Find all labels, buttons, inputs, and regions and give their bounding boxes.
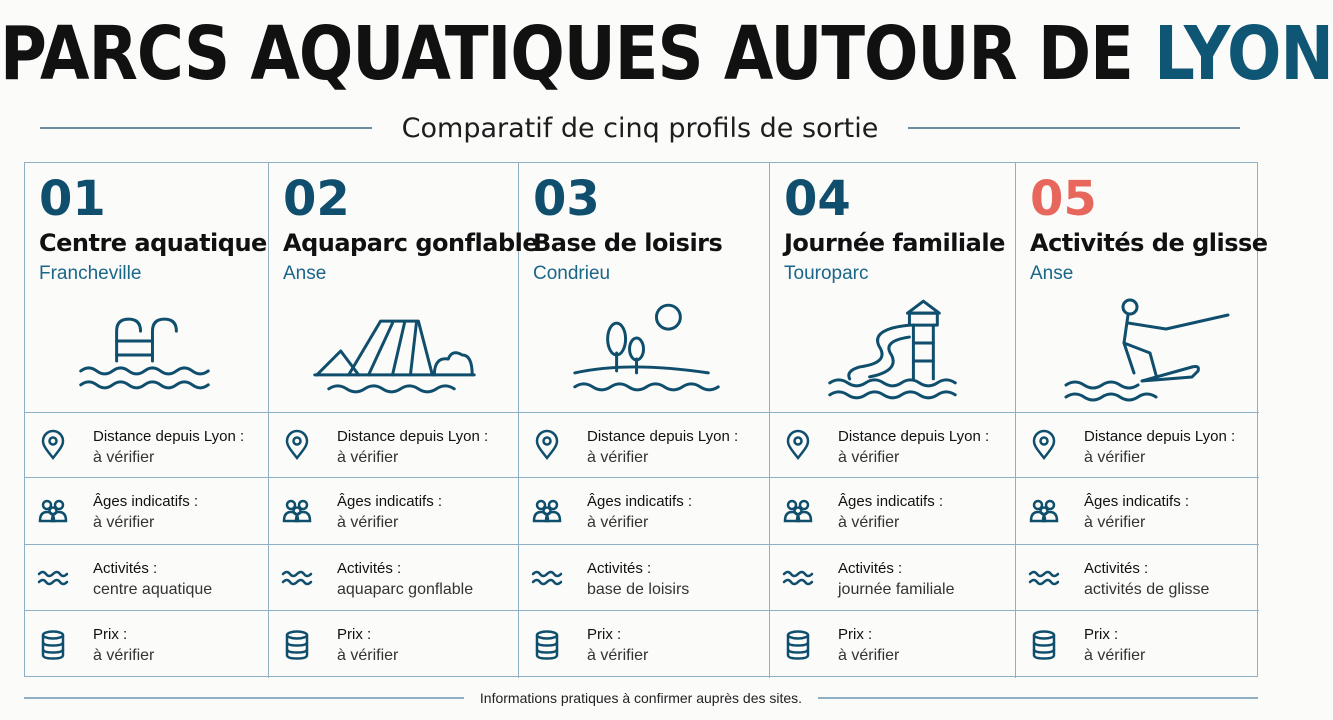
price-label: Prix : xyxy=(838,626,873,643)
page-title xyxy=(0,3,1333,107)
price-label: Prix : xyxy=(337,626,372,643)
comparison-table xyxy=(24,162,1268,677)
lake-trees-icon xyxy=(519,291,769,411)
ages-value: à vérifier xyxy=(337,514,399,531)
distance-cell-01 xyxy=(25,413,269,478)
people-icon xyxy=(37,495,69,527)
people-icon xyxy=(1028,495,1060,527)
coin-stack-icon xyxy=(531,629,563,661)
price-label: Prix : xyxy=(1084,626,1119,643)
profile-name: Aquaparc gonflable xyxy=(283,229,539,257)
activities-cell-01 xyxy=(25,545,269,611)
profile-number: 05 xyxy=(1030,171,1097,227)
waves-icon xyxy=(531,562,563,594)
activities-value: journée familiale xyxy=(838,581,955,598)
location-pin-icon xyxy=(37,429,69,461)
distance-cell-03 xyxy=(519,413,770,478)
profile-number: 04 xyxy=(784,171,851,227)
profile-header-01 xyxy=(25,163,269,413)
price-value: à vérifier xyxy=(838,647,900,664)
distance-value: à vérifier xyxy=(1084,449,1146,466)
distance-label: Distance depuis Lyon : xyxy=(1084,428,1236,445)
price-label: Prix : xyxy=(587,626,622,643)
profile-header-05 xyxy=(1016,163,1268,413)
coin-stack-icon xyxy=(1028,629,1060,661)
waves-icon xyxy=(782,562,814,594)
activities-cell-05 xyxy=(1016,545,1259,611)
price-value: à vérifier xyxy=(587,647,649,664)
profile-name: Journée familiale xyxy=(784,229,1005,257)
ages-cell-01 xyxy=(25,478,269,545)
coin-stack-icon xyxy=(281,629,313,661)
price-cell-03 xyxy=(519,611,770,678)
profile-header-02 xyxy=(269,163,539,413)
people-icon xyxy=(281,495,313,527)
wakeboard-icon xyxy=(1016,291,1259,411)
subtitle-row xyxy=(40,108,1240,148)
footer-divider-left xyxy=(24,697,464,699)
activities-label: Activités : xyxy=(93,560,158,577)
people-icon xyxy=(782,495,814,527)
profile-location: Francheville xyxy=(39,263,142,284)
profile-header-03 xyxy=(519,163,770,413)
divider-right xyxy=(908,127,1240,129)
activities-value: aquaparc gonflable xyxy=(337,581,474,598)
price-value: à vérifier xyxy=(337,647,399,664)
activities-cell-03 xyxy=(519,545,770,611)
inflatable-park-icon xyxy=(269,291,518,411)
ages-cell-05 xyxy=(1016,478,1259,545)
ages-cell-04 xyxy=(770,478,1016,545)
people-icon xyxy=(531,495,563,527)
coin-stack-icon xyxy=(782,629,814,661)
distance-label: Distance depuis Lyon : xyxy=(587,428,739,445)
profile-name: Centre aquatique xyxy=(39,229,267,257)
footer-divider-right xyxy=(818,697,1258,699)
price-value: à vérifier xyxy=(93,647,155,664)
profile-location: Touroparc xyxy=(784,263,869,284)
activities-value: base de loisirs xyxy=(587,581,690,598)
ages-value: à vérifier xyxy=(587,514,649,531)
ages-value: à vérifier xyxy=(838,514,900,531)
location-pin-icon xyxy=(1028,429,1060,461)
profile-location: Condrieu xyxy=(533,263,611,284)
divider-left xyxy=(40,127,372,129)
price-cell-05 xyxy=(1016,611,1259,678)
activities-label: Activités : xyxy=(838,560,903,577)
ages-label: Âges indicatifs : xyxy=(337,493,443,510)
price-value: à vérifier xyxy=(1084,647,1146,664)
activities-label: Activités : xyxy=(587,560,652,577)
distance-value: à vérifier xyxy=(838,449,900,466)
profile-name: Base de loisirs xyxy=(533,229,723,257)
location-pin-icon xyxy=(531,429,563,461)
ages-cell-02 xyxy=(269,478,519,545)
profile-number: 02 xyxy=(283,171,350,227)
distance-label: Distance depuis Lyon : xyxy=(93,428,245,445)
title-accent: LYON xyxy=(1154,12,1333,98)
distance-label: Distance depuis Lyon : xyxy=(838,428,990,445)
ages-value: à vérifier xyxy=(1084,514,1146,531)
waves-icon xyxy=(37,562,69,594)
profile-header-04 xyxy=(770,163,1016,413)
ages-label: Âges indicatifs : xyxy=(93,493,199,510)
activities-label: Activités : xyxy=(1084,560,1149,577)
ages-label: Âges indicatifs : xyxy=(587,493,693,510)
distance-cell-02 xyxy=(269,413,519,478)
activities-cell-02 xyxy=(269,545,519,611)
profile-name: Activités de glisse xyxy=(1030,229,1268,257)
coin-stack-icon xyxy=(37,629,69,661)
activities-value: centre aquatique xyxy=(93,581,213,598)
ages-cell-03 xyxy=(519,478,770,545)
ages-label: Âges indicatifs : xyxy=(838,493,944,510)
subtitle: Comparatif de cinq profils de sortie xyxy=(401,112,879,144)
water-slide-tower-icon xyxy=(770,291,1015,411)
location-pin-icon xyxy=(782,429,814,461)
distance-value: à vérifier xyxy=(93,449,155,466)
pool-ladder-icon xyxy=(25,291,268,411)
footer-row xyxy=(24,686,1258,710)
distance-value: à vérifier xyxy=(587,449,649,466)
location-pin-icon xyxy=(281,429,313,461)
distance-cell-05 xyxy=(1016,413,1259,478)
distance-value: à vérifier xyxy=(337,449,399,466)
waves-icon xyxy=(1028,562,1060,594)
distance-label: Distance depuis Lyon : xyxy=(337,428,489,445)
price-cell-02 xyxy=(269,611,519,678)
profile-number: 01 xyxy=(39,171,106,227)
profile-number: 03 xyxy=(533,171,600,227)
waves-icon xyxy=(281,562,313,594)
distance-cell-04 xyxy=(770,413,1016,478)
profile-location: Anse xyxy=(283,263,327,284)
price-cell-01 xyxy=(25,611,269,678)
price-label: Prix : xyxy=(93,626,128,643)
activities-cell-04 xyxy=(770,545,1016,611)
footer-note: Informations pratiques à confirmer auprès des sites. xyxy=(479,690,803,706)
activities-value: activités de glisse xyxy=(1084,581,1210,598)
title-main: PARCS AQUATIQUES AUTOUR DE xyxy=(0,12,1133,98)
activities-label: Activités : xyxy=(337,560,402,577)
profile-location: Anse xyxy=(1030,263,1074,284)
price-cell-04 xyxy=(770,611,1016,678)
ages-value: à vérifier xyxy=(93,514,155,531)
ages-label: Âges indicatifs : xyxy=(1084,493,1190,510)
